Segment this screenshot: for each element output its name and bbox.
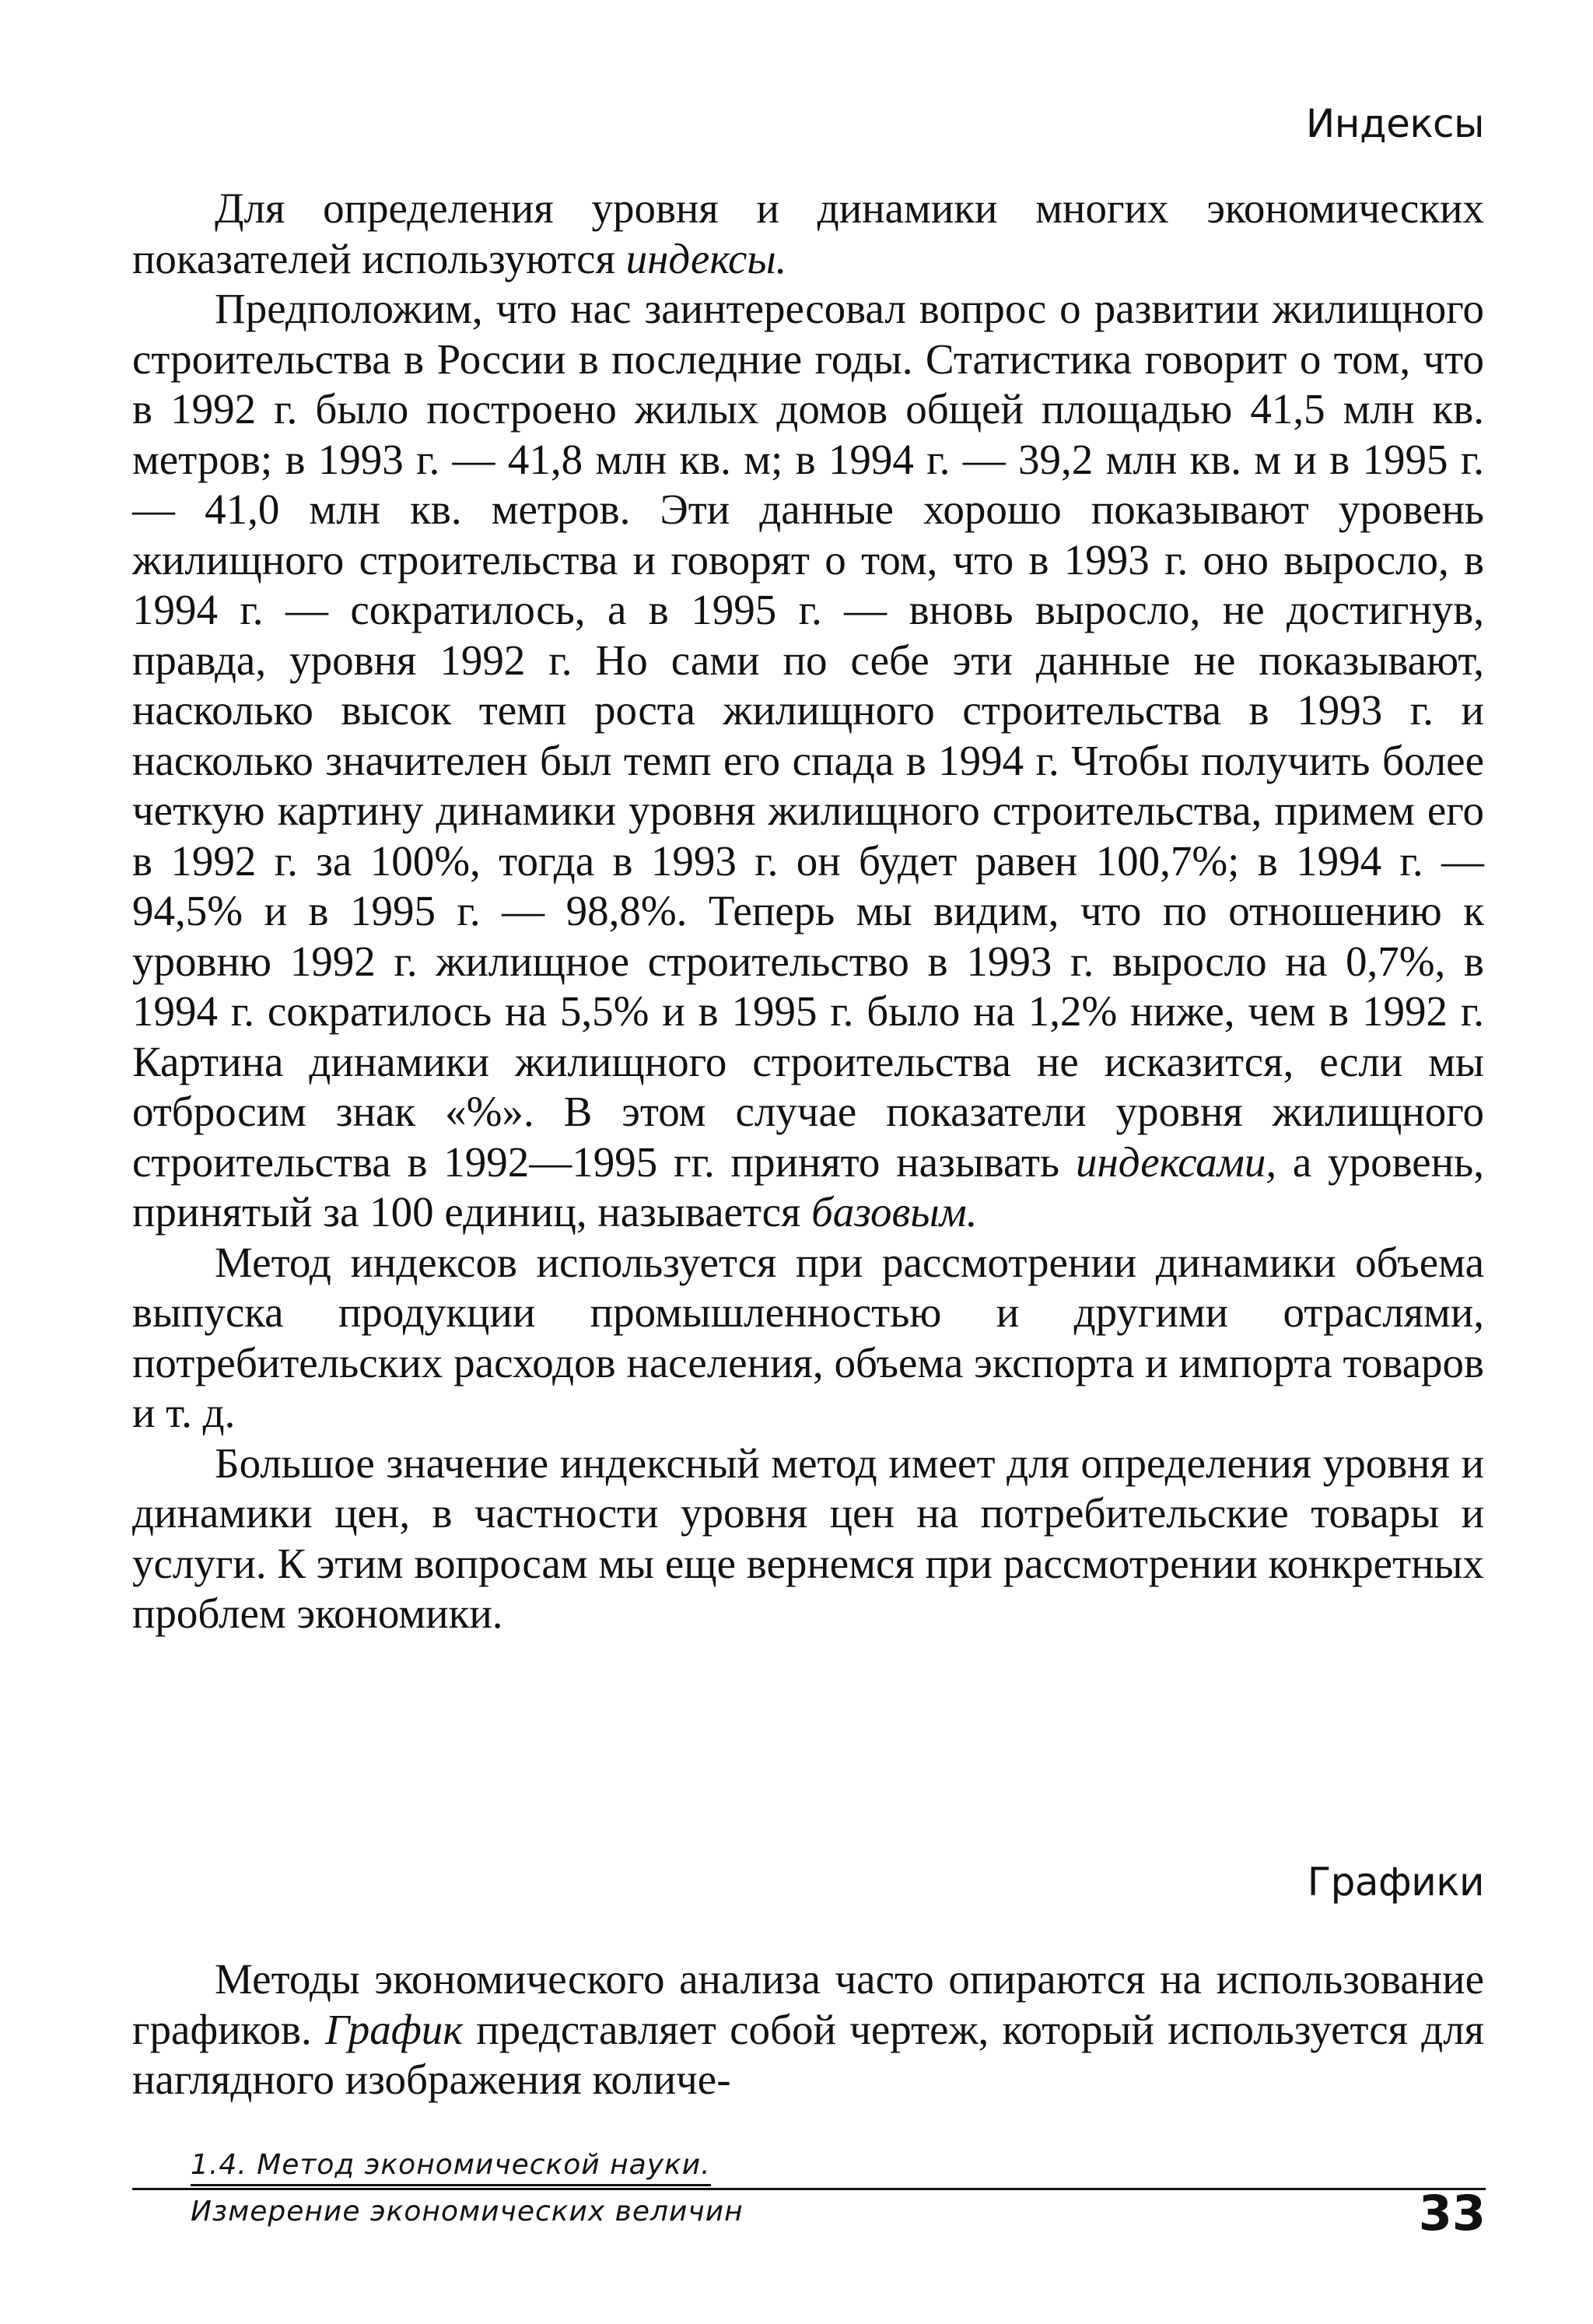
paragraph: [132, 184, 1484, 284]
section-heading-indexes: Индексы: [1305, 101, 1484, 146]
italic-term: базовым.: [811, 1188, 978, 1236]
page-number: 33: [1418, 2185, 1486, 2242]
paragraph: [132, 284, 1484, 1238]
text-run: Метод индексов используется при рассмотрении динамики объема выпуска продукции промышленностью и другими отраслями, потребительских расходов населения, объема экспорта и импорта товаров и т. д.: [132, 1238, 1484, 1436]
text-run: Предположим, что нас заинтересовал вопрос о развитии жилищного строительства в России в последние годы. Статистика говорит о том, что в 1992 г. было построено жилых домов общей площадью 41,5 млн кв. метров; в 1993 г. — 41,8 млн кв. м; в 1994 г. — 39,2 млн кв. м и в 1995 г. — 41,0 млн кв. метров. Эти данные хорошо показывают уровень жилищного строительства и говорят о том, что в 1993 г. оно выросло, в 1994 г. — сократилось, а в 1995 г. — вновь выросло, не достигнув, правда, уровня 1992 г. Но сами по себе эти данные не показывают, насколько высок темп роста жилищного строительства в 1993 г. и насколько значителен был темп его спада в 1994 г. Чтобы получить более четкую картину динамики уровня жилищного строительства, примем его в 1992 г. за 100%, тогда в 1993 г. он будет равен 100,7%; в 1994 г. — 94,5% и в 1995 г. — 98,8%. Теперь мы видим, что по отношению к уровню 1992 г. жилищное строительство в 1993 г. выросло на 0,7%, в 1994 г. сократилось на 5,5% и в 1995 г. было на 1,2% ниже, чем в 1992 г. Картина динамики жилищного строительства не исказится, если мы отбросим знак «%». В этом случае показатели уровня жилищного строительства в 1992—1995 гг. принято называть: [132, 285, 1484, 1186]
section-body-graphs: [132, 1954, 1484, 2105]
section-body-indexes: [132, 184, 1484, 1639]
text-run: Большое значение индексный метод имеет для определения уровня и динамики цен, в частности уровня цен на потребительские товары и услуги. К этим вопросам мы еще вернемся при рассмотрении конкретных проблем экономики.: [132, 1439, 1484, 1637]
text-run: представляет собой чертеж, который используется для наглядного изображения количе-: [132, 2005, 1484, 2103]
paragraph: [132, 1439, 1484, 1639]
italic-term: индексами,: [1075, 1137, 1277, 1186]
footer-subtitle: Измерение экономических величин: [191, 2196, 744, 2228]
text-run: Для определения уровня и динамики многих экономических показателей используются: [132, 184, 1484, 282]
paragraph: [132, 1238, 1484, 1439]
footer-chapter-title: 1.4. Метод экономической науки.: [191, 2149, 711, 2186]
paragraph: [132, 1954, 1484, 2105]
footer-divider: [132, 2188, 1486, 2190]
text-run: а уровень, принятый за 100 единиц, называется: [132, 1137, 1484, 1236]
italic-term: График: [324, 2005, 463, 2053]
italic-term: индексы.: [625, 234, 787, 282]
text-run: Методы экономического анализа часто опираются на использование графиков.: [132, 1955, 1484, 2053]
section-heading-graphs: Графики: [1307, 1860, 1484, 1905]
